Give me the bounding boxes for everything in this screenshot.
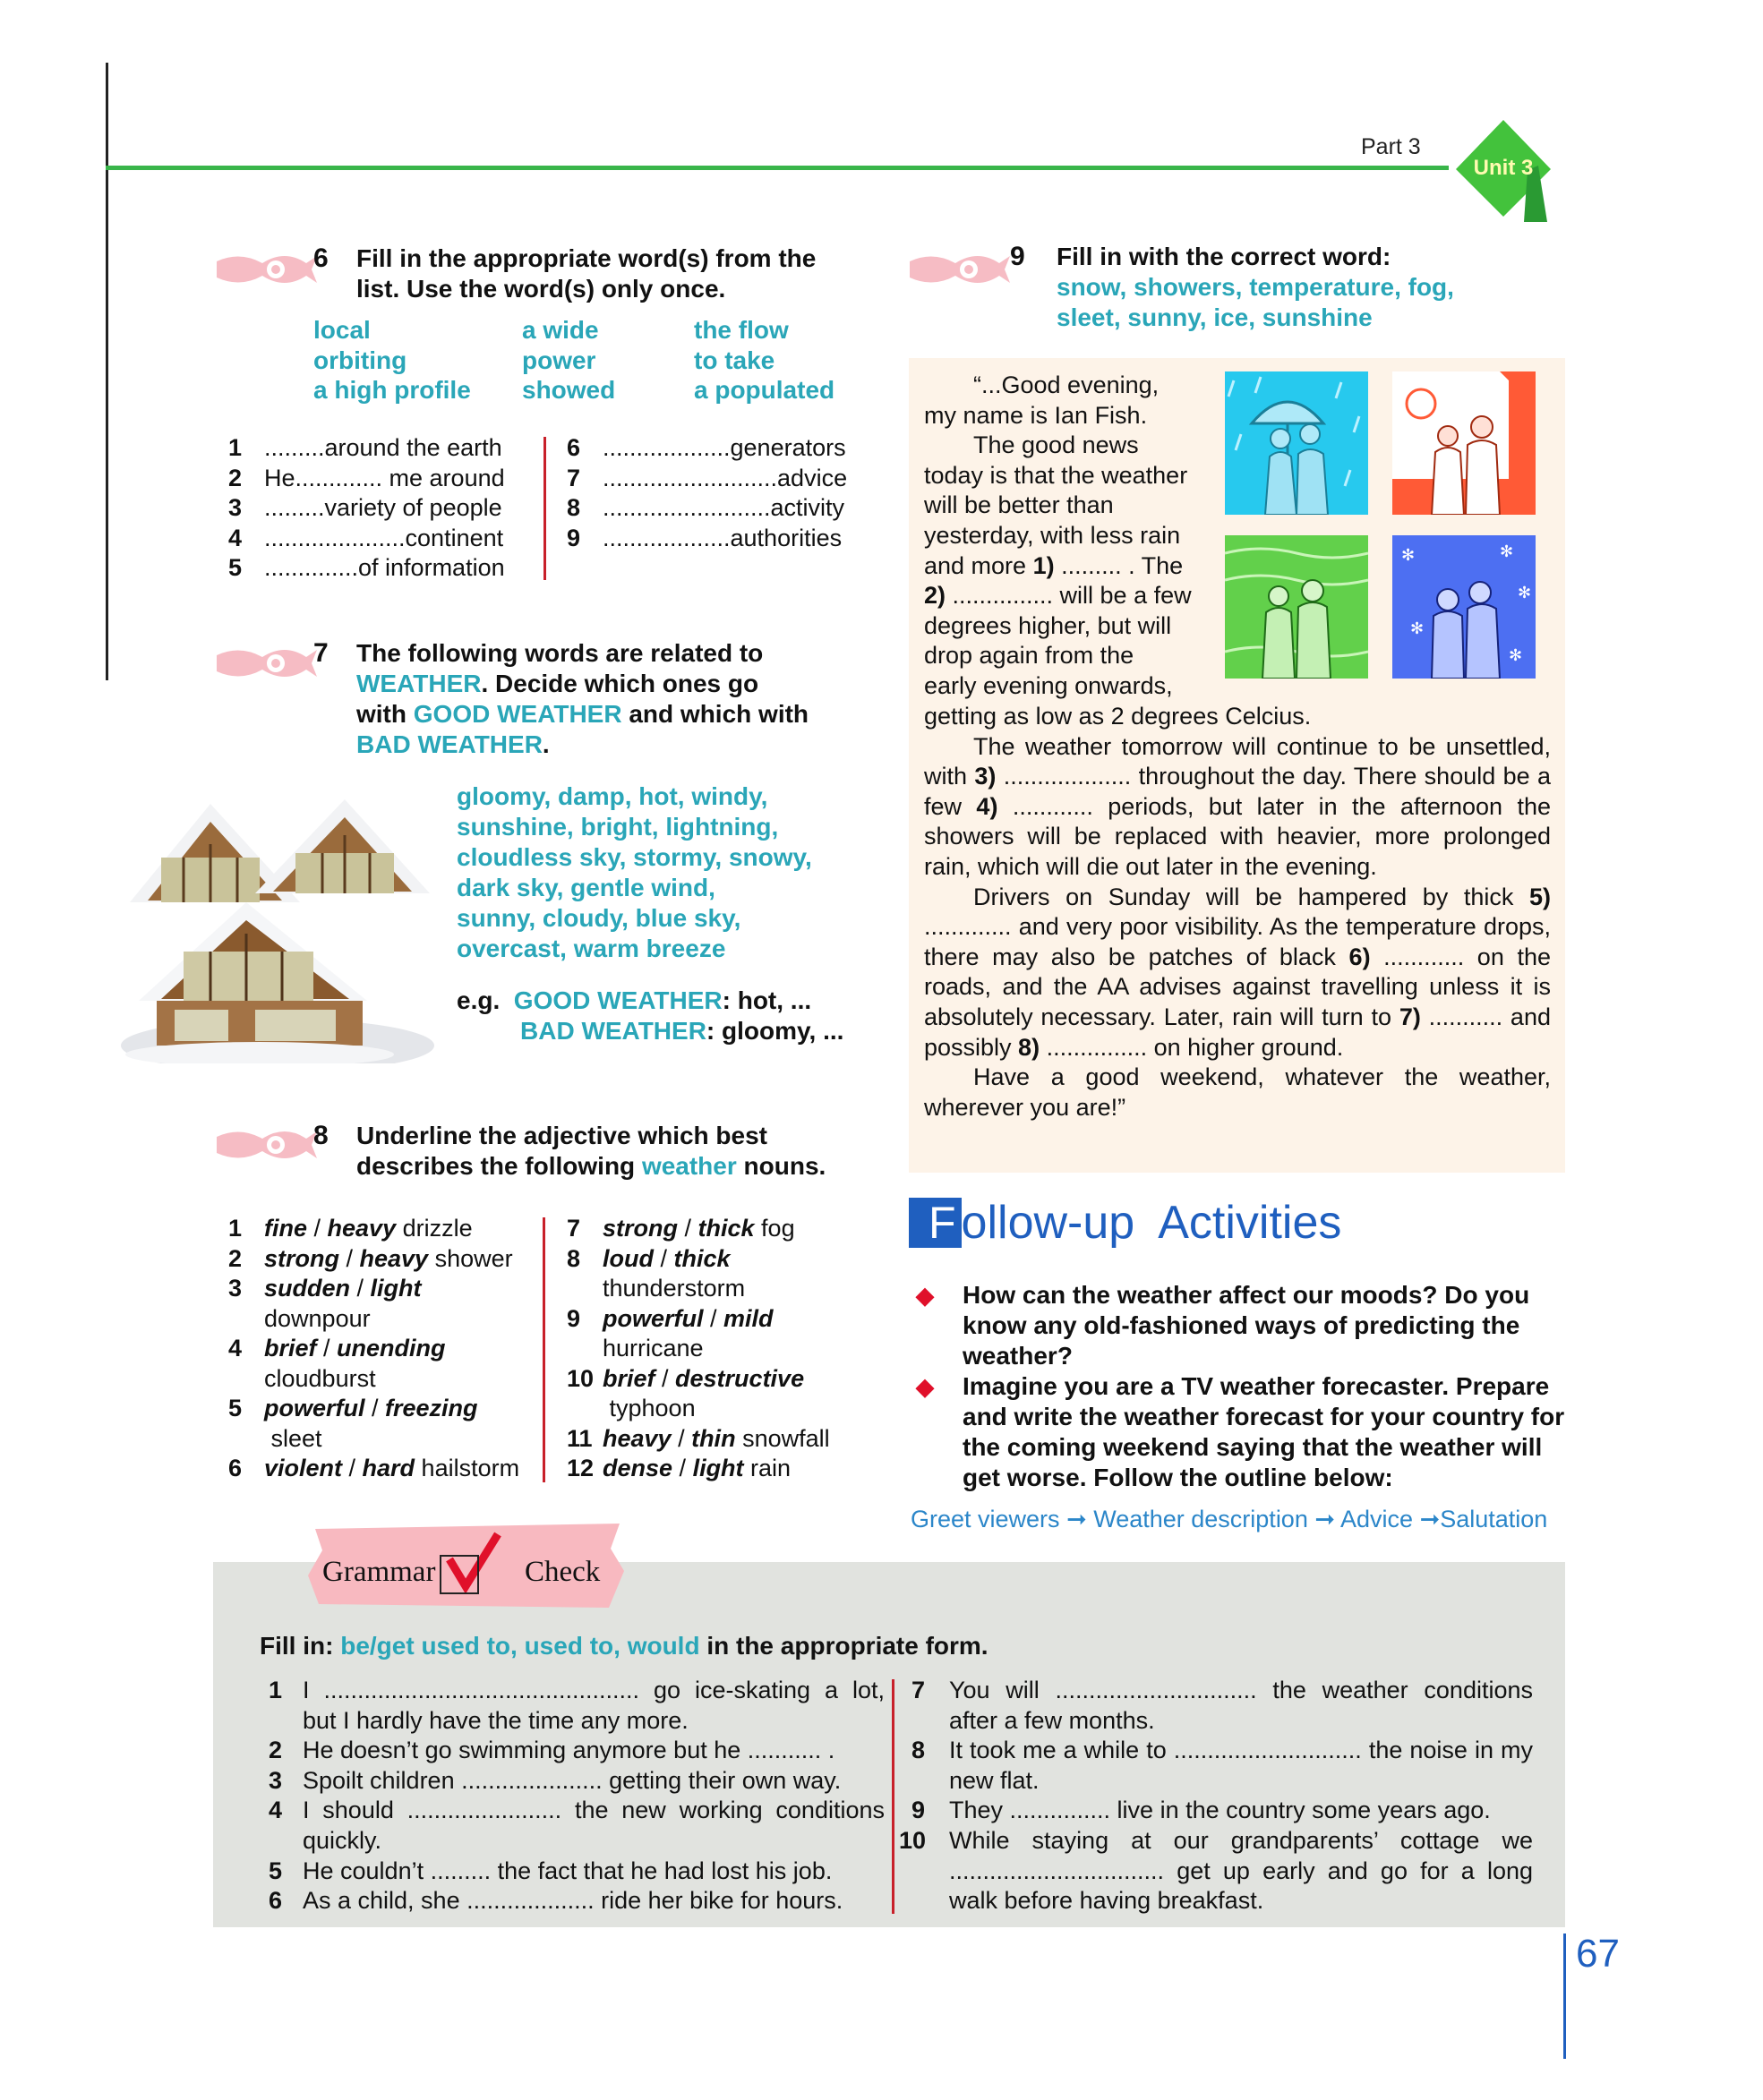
ex6-word-list [313,315,869,405]
list-item: 5 powerful / freezing [228,1395,478,1421]
left-margin-line [106,63,108,680]
followup-bullet: ◆ Imagine you are a TV weather forecaster. Prepare and write the weather forecast for your country for the coming weekend saying that the weather will get worse. Follow the outline below: [916,1372,1565,1491]
ex8-column-divider [543,1217,545,1482]
followup-bullets [909,1280,1567,1493]
grammar-right-column [899,1676,1533,1916]
list-item: 8 loud / thick [567,1244,731,1272]
followup-title-initial: F [909,1198,962,1248]
forecast-text-bottom: getting as low as 2 degrees Celcius. The weather tomorrow will continue to be unsettled, with 3) ................... throughout the day. There should be a few 4) ............ periods, but later in the afternoon the showers will be replaced with heavier, more prolonged rain, which will die out later in the evening. Drivers on Sunday will be hampered by thick 5) ............. and very poor visibility. As the temperature drops, there may also be patches of black 6) ............ on the roads, and the AA advises against travelling unless it is absolutely necessary. Later, rain will turn to 7) ........... and possibly 8) ............... on higher ground. Have a good weekend, whatever the weather, wherever you are!” [924,703,1551,1121]
page-number-rule [1563,1934,1566,2059]
header-part: Part 3 [1361,134,1421,159]
list-item: 2 He doesn’t go swimming anymore but he ........... . [269,1737,835,1764]
ex6-word-row [313,375,869,405]
list-item: 8 It took me a while to ............................ the noise in my new flat. [911,1737,1533,1794]
ex9-instruction: Fill in with the correct word: snow, showers, temperature, fog, sleet, sunny, ice, sunshine [1057,243,1454,331]
list-item: 3 Spoilt children ..................... getting their own way. [269,1766,842,1794]
grammar-label: Grammar [322,1556,436,1588]
followup-outline: Greet viewers ➞ Weather description ➞ Advice ➞Salutation [911,1506,1548,1532]
list-item: 11 heavy / thin snowfall [567,1424,830,1452]
list-item: 5 ..............of information [228,554,505,581]
ex8-number: 8 [313,1121,329,1150]
ex6-word: the flow [694,316,789,344]
page-number: 67 [1576,1932,1620,1976]
ex7-instruction: The following words are related to WEATHER. Decide which ones go with GOOD WEATHER and which with BAD WEATHER. [356,639,809,758]
list-item-wrap: thunderstorm [603,1275,746,1302]
list-item: 6 violent / hard hailstorm [228,1455,520,1481]
ex6-number: 6 [313,243,329,273]
list-item-wrap: typhoon [603,1395,696,1421]
list-item: 4 .....................continent [228,524,504,551]
grammar-check-tab [306,1522,629,1611]
list-item-wrap: hurricane [603,1335,704,1362]
list-item-wrap: sleet [264,1424,322,1452]
diamond-bullet-icon: ◆ [916,1373,934,1400]
ex6-word-row [313,346,869,376]
list-item: 6 As a child, she ................... ride her bike for hours. [269,1887,843,1915]
list-item: 5 He couldn’t ......... the fact that he had lost his job. [269,1857,833,1884]
arrow-icon: ➞ [1419,1506,1441,1532]
list-item: 7 strong / thick fog [567,1215,795,1242]
unit-badge [1451,116,1556,222]
list-item: 6 ...................generators [567,434,846,461]
list-item: 9 powerful / mild [567,1304,774,1332]
list-item: 4 brief / unending [228,1335,446,1362]
svg-text:✻: ✻ [1410,619,1425,638]
ex6-word: to take [694,346,775,374]
list-item: 9 ...................authorities [567,524,843,551]
ex6-right-column [567,433,871,553]
ex8-right-column [567,1214,871,1484]
list-item: 3 sudden / light [228,1275,422,1302]
exercise-fish-icon [213,243,319,295]
ex8-left-column [228,1214,533,1484]
list-item: 12 dense / light rain [567,1455,792,1481]
list-item: 2 He............. me around [228,464,505,491]
list-item: 8 .........................activity [567,494,845,521]
list-item: 9 They ............... live in the country some years ago. [911,1797,1491,1824]
ex7-number: 7 [313,638,329,668]
followup-title-rest: ollow-up Activities [961,1197,1342,1249]
svg-text:✻: ✻ [1401,546,1416,565]
svg-text:✻: ✻ [1500,542,1514,561]
svg-text:✻: ✻ [1509,646,1523,665]
ex7-word-list: gloomy, damp, hot, windy, sunshine, bright, lightning, cloudless sky, stormy, snowy, dark sky, gentle wind, sunny, cloudy, blue sky, overcast, warm breeze [457,782,812,962]
chalet-picture [121,795,434,1063]
header-rule [106,166,1449,170]
ex6-left-column [228,433,528,584]
diamond-bullet-icon: ◆ [916,1282,934,1309]
list-item: 10 While staying at our grandparents’ cottage we ................................ get up early and go for a long walk before having breakfast. [899,1826,1533,1915]
list-item: 2 strong / heavy shower [228,1244,513,1272]
ex6-word-row [313,315,869,346]
exercise-fish-icon [906,243,1012,295]
ex6-word: orbiting [313,346,407,374]
list-item: 1 fine / heavy drizzle [228,1215,473,1242]
exercise-fish-icon [213,1119,319,1171]
ex6-word: showed [522,376,616,404]
list-item: 1 .........around the earth [228,434,502,461]
list-item: 7 ..........................advice [567,464,848,491]
ex8-instruction: Underline the adjective which best describes the following weather nouns. [356,1122,826,1180]
ex6-word: power [522,346,596,374]
ex7-example: e.g. GOOD WEATHER: hot, ... BAD WEATHER: gloomy, ... [457,986,844,1045]
forecast-text-top: “...Good evening, my name is Ian Fish. The good news today is that the weather will be better than yesterday, with less rain and more 1) ......... . The 2) ............... will be a few degrees higher, but will drop again from the early evening onwards, [924,371,1192,699]
ex9-number: 9 [1010,242,1025,271]
list-item-wrap: downpour [264,1304,371,1332]
list-item: 3 .........variety of people [228,494,502,521]
ex6-word: a wide [522,316,599,344]
ex6-word: local [313,316,371,344]
weather-picture-sunny [1392,371,1536,515]
list-item: 1 I ............................................... go ice-skating a lot, but I hardly have the time any more. [269,1677,885,1734]
weather-picture-snowy [1392,535,1536,679]
list-item: 7 You will .............................. the weather conditions after a few months. [911,1677,1533,1734]
weather-picture-windy [1225,535,1368,679]
check-label: Check [525,1556,601,1588]
grammar-column-divider [892,1679,894,1914]
ex6-word: a populated [694,376,835,404]
weather-picture-rain [1225,371,1368,515]
followup-bullet: ◆ How can the weather affect our moods? Do you know any old-fashioned ways of predicting the weather? [916,1281,1530,1370]
ex6-column-divider [543,437,546,580]
ex6-word: a high profile [313,376,471,404]
list-item-wrap: cloudburst [264,1364,376,1392]
arrow-icon: ➞ [1066,1506,1087,1532]
ex6-instruction: Fill in the appropriate word(s) from the list. Use the word(s) only once. [356,244,817,303]
svg-text:✻: ✻ [1518,584,1532,602]
unit-badge-label: Unit 3 [1473,156,1534,180]
list-item: 10 brief / destructive [567,1364,805,1392]
exercise-fish-icon [213,637,319,689]
list-item: 4 I should ....................... the new working conditions quickly. [269,1797,885,1854]
followup-title [909,1198,1341,1251]
grammar-left-column [269,1676,885,1916]
arrow-icon: ➞ [1314,1506,1335,1532]
grammar-instruction: Fill in: be/get used to, used to, would in the appropriate form. [260,1632,988,1660]
